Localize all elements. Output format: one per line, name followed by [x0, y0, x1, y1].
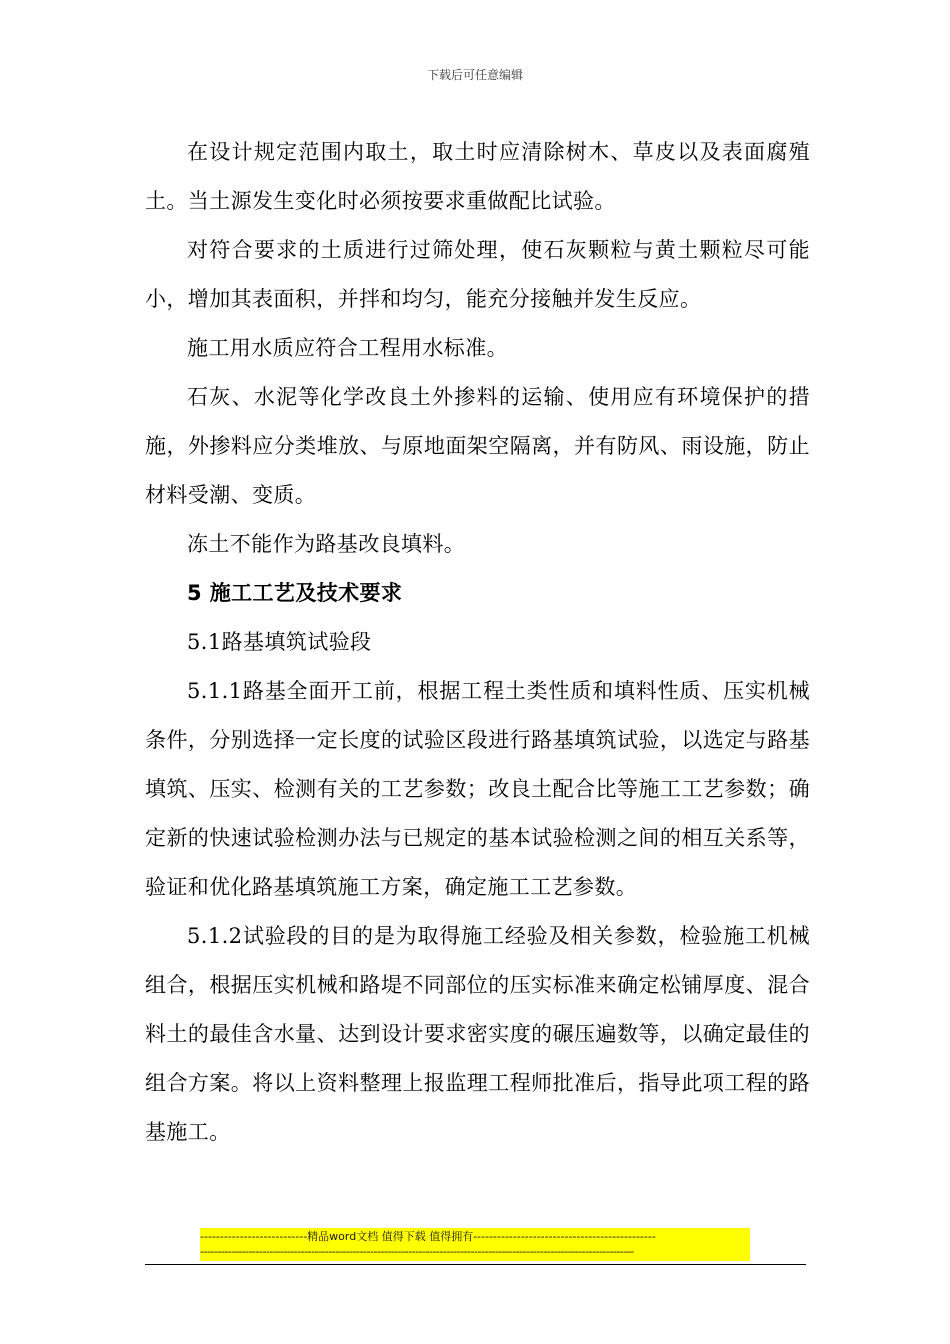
- footer-banner-line1: ---------------------------精品word文档 值得下载 值得拥有----------------------------------------------: [200, 1230, 656, 1243]
- page-header: 下载后可任意编辑: [426, 68, 523, 82]
- subsection-heading: 5.1路基填筑试验段: [187, 630, 372, 654]
- document-body: [145, 128, 810, 1157]
- paragraph-sieving: 对符合要求的土质进行过筛处理，使石灰颗粒与黄土颗粒尽可能小，增加其表面积，并拌和均匀，能充分接触并发生反应。: [145, 238, 810, 311]
- paragraph-soil-source: 在设计规定范围内取土，取土时应清除树木、草皮以及表面腐殖土。当土源发生变化时必须按要求重做配比试验。: [145, 140, 810, 213]
- paragraph-frozen-soil: 冻土不能作为路基改良填料。: [187, 532, 466, 556]
- paragraph-5-1-1: 5.1.1路基全面开工前，根据工程土类性质和填料性质、压实机械条件，分别选择一定长度的试验区段进行路基填筑试验，以选定与路基填筑、压实、检测有关的工艺参数；改良土配合比等施工工艺参数；确定新的快速试验检测办法与已规定的基本试验检测之间的相互关系等，验证和优化路基填筑施工方案，确定施工工艺参数。: [145, 679, 810, 899]
- paragraph-5-1-2: 5.1.2试验段的目的是为取得施工经验及相关参数，检验施工机械组合，根据压实机械和路堤不同部位的压实标准来确定松铺厚度、混合料土的最佳含水量、达到设计要求密实度的碾压遍数等，以确定最佳的组合方案。将以上资料整理上报监理工程师批准后，指导此项工程的路基施工。: [145, 924, 810, 1144]
- footer-divider: [145, 1264, 806, 1265]
- paragraph-additives: 石灰、水泥等化学改良土外掺料的运输、使用应有环境保护的措施，外掺料应分类堆放、与原地面架空隔离，并有防风、雨设施，防止材料受潮、变质。: [145, 385, 810, 507]
- footer-banner: [200, 1228, 750, 1261]
- section-heading: 5 施工工艺及技术要求: [187, 581, 403, 605]
- paragraph-water-quality: 施工用水质应符合工程用水标准。: [187, 336, 508, 360]
- footer-banner-line2: -----------------------------------------------------------------------------------------------------------------------------: [200, 1245, 634, 1258]
